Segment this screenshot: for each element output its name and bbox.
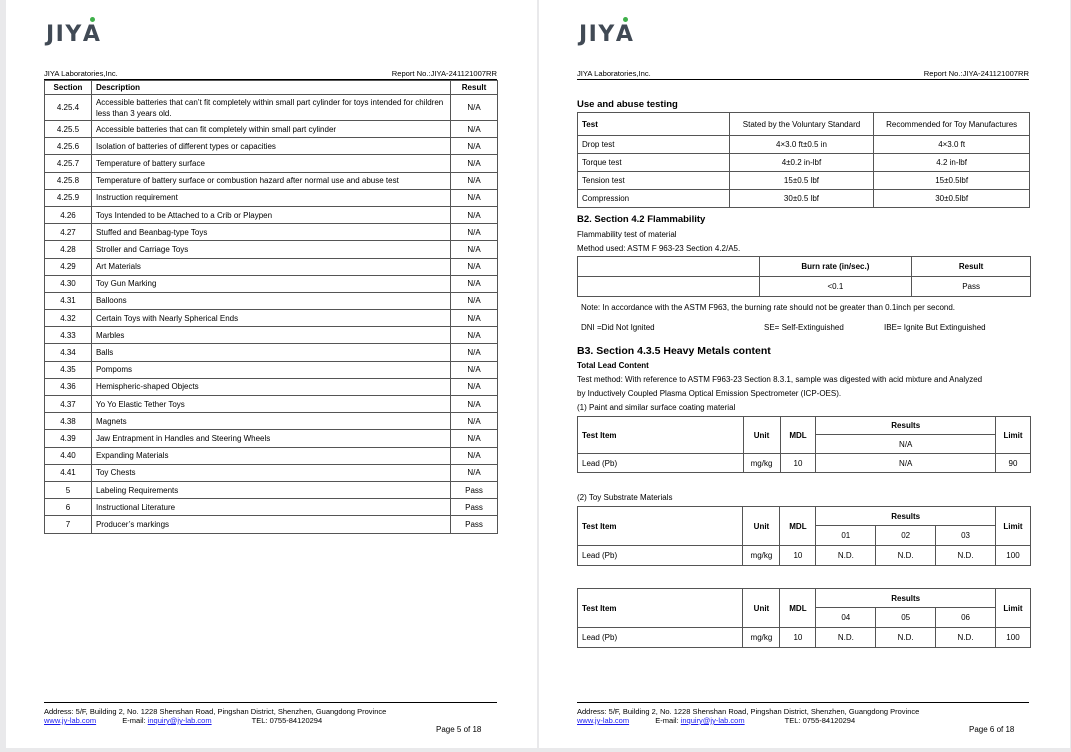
email-label: E-mail: <box>655 716 679 725</box>
description-cell: Balls <box>91 344 450 361</box>
metals-subtitle: Total Lead Content <box>577 361 649 370</box>
description-cell: Hemispheric-shaped Objects <box>91 378 450 395</box>
table-row <box>578 190 1030 208</box>
page-footer <box>577 702 1029 725</box>
description-cell: Magnets <box>91 413 450 430</box>
result-cell: N/A <box>451 275 498 292</box>
description-cell: Yo Yo Elastic Tether Toys <box>91 396 450 413</box>
limit-cell: 100 <box>995 546 1030 566</box>
description-cell: Stroller and Carriage Toys <box>91 241 450 258</box>
table-row <box>45 224 498 241</box>
description-cell: Marbles <box>91 327 450 344</box>
result-cell: N/A <box>451 310 498 327</box>
result-cell: Pass <box>451 516 498 533</box>
unit-cell: mg/kg <box>743 454 780 473</box>
section-cell: 4.34 <box>45 344 92 361</box>
legend-dni: DNI =Did Not Ignited <box>581 323 655 332</box>
section-cell: 4.28 <box>45 241 92 258</box>
substrate-section-label: (2) Toy Substrate Materials <box>577 493 673 502</box>
stated-cell: 4×3.0 ft±0.5 in <box>729 136 874 154</box>
result-cell: N.D. <box>816 546 876 566</box>
flammability-line1: Flammability test of material <box>577 230 677 239</box>
col-unit: Unit <box>743 589 780 628</box>
section-cell: 4.32 <box>45 310 92 327</box>
test-item-cell: Lead (Pb) <box>578 546 743 566</box>
section-cell: 4.25.9 <box>45 189 92 206</box>
section-cell: 4.39 <box>45 430 92 447</box>
description-cell: Stuffed and Beanbag-type Toys <box>91 224 450 241</box>
result-cell: N/A <box>451 327 498 344</box>
table-row <box>45 258 498 275</box>
description-cell: Jaw Entrapment in Handles and Steering Wheels <box>91 430 450 447</box>
description-cell: Temperature of battery surface <box>91 155 450 172</box>
result-cell: N/A <box>451 172 498 189</box>
recommended-cell: 4.2 in-lbf <box>874 154 1030 172</box>
flammability-title: B2. Section 4.2 Flammability <box>577 214 706 225</box>
section-cell: 4.25.6 <box>45 138 92 155</box>
col-results: Results <box>816 507 996 526</box>
footer-address: Address: 5/F, Building 2, No. 1228 Shenshan Road, Pingshan District, Shenzhen, Guangdong Province <box>44 707 387 716</box>
lead-paint-table <box>577 416 1031 473</box>
col-mdl: MDL <box>780 589 816 628</box>
result-cell: N.D. <box>876 546 936 566</box>
table-row <box>45 413 498 430</box>
report-number: Report No.:JIYA-241121007RR <box>391 69 497 78</box>
result-cell: N/A <box>816 454 996 473</box>
col-limit: Limit <box>995 507 1030 546</box>
table-row <box>45 172 498 189</box>
flammability-note: Note: In accordance with the ASTM F963, the burning rate should not be greater than 0.1inch per second. <box>581 303 956 312</box>
description-cell: Art Materials <box>91 258 450 275</box>
table-row <box>45 155 498 172</box>
company-name: JIYA Laboratories,Inc. <box>44 69 118 78</box>
sample-head: 03 <box>936 526 996 546</box>
description-cell: Toy Gun Marking <box>91 275 450 292</box>
metals-method-line2: by Inductively Coupled Plasma Optical Emission Spectrometer (ICP-OES). <box>577 389 842 398</box>
table-row <box>45 430 498 447</box>
result-cell: N/A <box>451 344 498 361</box>
description-cell: Accessible batteries that can’t fit completely within small part cylinder for toys intended for children less than 3 years old. <box>91 95 450 121</box>
page-number: Page 5 of 18 <box>436 725 482 734</box>
section-cell: 4.36 <box>45 378 92 395</box>
table-row <box>45 121 498 138</box>
description-cell: Expanding Materials <box>91 447 450 464</box>
section-cell: 4.40 <box>45 447 92 464</box>
jiya-logo: JIYA <box>46 22 101 47</box>
test-name-cell: Torque test <box>578 154 730 172</box>
table-row <box>45 138 498 155</box>
footer-address: Address: 5/F, Building 2, No. 1228 Shenshan Road, Pingshan District, Shenzhen, Guangdong Province <box>577 707 920 716</box>
col-unit: Unit <box>743 507 780 546</box>
mdl-cell: 10 <box>780 546 816 566</box>
report-page-6 <box>539 0 1070 748</box>
section-cell: 4.35 <box>45 361 92 378</box>
description-cell: Toy Chests <box>91 464 450 481</box>
flammability-table <box>577 256 1031 297</box>
table-row <box>45 275 498 292</box>
recommended-cell: 15±0.5lbf <box>874 172 1030 190</box>
footer-tel: TEL: 0755-84120294 <box>784 716 856 725</box>
table-row <box>45 499 498 516</box>
col-stated: Stated by the Voluntary Standard <box>729 113 874 136</box>
page-header <box>44 68 497 80</box>
col-unit: Unit <box>743 417 780 454</box>
unit-cell: mg/kg <box>743 628 780 648</box>
description-cell: Instructional Literature <box>91 499 450 516</box>
sample-head: 05 <box>876 608 936 628</box>
sample-head: 04 <box>816 608 876 628</box>
result-cell: N/A <box>451 361 498 378</box>
section-cell: 4.41 <box>45 464 92 481</box>
col-results: Results <box>816 589 996 608</box>
email-label: E-mail: <box>122 716 146 725</box>
result-cell: N/A <box>451 121 498 138</box>
result-cell: N/A <box>451 138 498 155</box>
col-result: Result <box>451 81 498 95</box>
table-row <box>45 189 498 206</box>
result-cell: N/A <box>451 413 498 430</box>
description-cell: Accessible batteries that can fit completely within small part cylinder <box>91 121 450 138</box>
table-row <box>45 206 498 223</box>
test-name-cell: Tension test <box>578 172 730 190</box>
col-limit: Limit <box>995 417 1030 454</box>
description-cell: Pompoms <box>91 361 450 378</box>
section-results-table <box>44 80 498 534</box>
burn-rate-value: <0.1 <box>759 277 912 297</box>
section-cell: 4.25.8 <box>45 172 92 189</box>
section-cell: 4.33 <box>45 327 92 344</box>
table-row <box>45 361 498 378</box>
logo-dot-icon <box>90 17 95 22</box>
result-cell: Pass <box>451 481 498 498</box>
result-cell: N/A <box>451 396 498 413</box>
col-results: Results <box>816 417 996 435</box>
result-cell: N/A <box>451 292 498 309</box>
table-row <box>45 95 498 121</box>
col-mdl: MDL <box>780 417 816 454</box>
result-cell: N/A <box>451 258 498 275</box>
email-link[interactable]: inquiry@jy-lab.com <box>680 716 745 725</box>
metals-title: B3. Section 4.3.5 Heavy Metals content <box>577 345 771 357</box>
mdl-cell: 10 <box>780 628 816 648</box>
section-cell: 7 <box>45 516 92 533</box>
col-section: Section <box>45 81 92 95</box>
section-cell: 4.37 <box>45 396 92 413</box>
result-cell: N/A <box>451 447 498 464</box>
page-footer <box>44 702 497 725</box>
result-cell: N.D. <box>936 628 996 648</box>
lead-substrate-table-2 <box>577 588 1031 648</box>
table-row <box>45 516 498 533</box>
report-page-5 <box>6 0 537 748</box>
section-cell: 4.29 <box>45 258 92 275</box>
sample-head: 02 <box>876 526 936 546</box>
result-cell: N/A <box>451 206 498 223</box>
paint-section-label: (1) Paint and similar surface coating material <box>577 403 736 412</box>
result-cell: N/A <box>451 95 498 121</box>
col-test: Test <box>578 113 730 136</box>
col-limit: Limit <box>995 589 1030 628</box>
result-cell: N.D. <box>876 628 936 648</box>
section-cell: 4.25.7 <box>45 155 92 172</box>
test-item-cell: Lead (Pb) <box>578 454 744 473</box>
section-cell: 4.26 <box>45 206 92 223</box>
table-row <box>45 396 498 413</box>
email-link[interactable]: inquiry@jy-lab.com <box>147 716 212 725</box>
col-mdl: MDL <box>780 507 816 546</box>
result-cell: N/A <box>451 241 498 258</box>
description-cell: Labeling Requirements <box>91 481 450 498</box>
page-header <box>577 68 1029 80</box>
result-cell: N/A <box>451 430 498 447</box>
description-cell: Temperature of battery surface or combustion hazard after normal use and abuse test <box>91 172 450 189</box>
metals-method-line1: Test method: With reference to ASTM F963-23 Section 8.3.1, sample was digested with acid mixture and Analyzed <box>577 375 983 384</box>
section-cell: 4.27 <box>45 224 92 241</box>
footer-tel: TEL: 0755-84120294 <box>251 716 323 725</box>
website-link[interactable]: www.jy-lab.com <box>577 716 630 725</box>
description-cell: Certain Toys with Nearly Spherical Ends <box>91 310 450 327</box>
table-row <box>45 447 498 464</box>
description-cell: Isolation of batteries of different types or capacities <box>91 138 450 155</box>
sample-head: 01 <box>816 526 876 546</box>
table-row <box>578 136 1030 154</box>
result-cell: N/A <box>451 378 498 395</box>
recommended-cell: 4×3.0 ft <box>874 136 1030 154</box>
result-cell: N.D. <box>816 628 876 648</box>
col-recommended: Recommended for Toy Manufactures <box>874 113 1030 136</box>
page-number: Page 6 of 18 <box>969 725 1015 734</box>
result-cell: Pass <box>451 499 498 516</box>
stated-cell: 15±0.5 lbf <box>729 172 874 190</box>
section-cell: 4.38 <box>45 413 92 430</box>
limit-cell: 90 <box>995 454 1030 473</box>
section-cell: 6 <box>45 499 92 516</box>
result-cell: N/A <box>451 464 498 481</box>
logo-dot-icon <box>623 17 628 22</box>
legend-se: SE= Self-Extinguished <box>764 323 844 332</box>
section-cell: 4.25.5 <box>45 121 92 138</box>
jiya-logo: JIYA <box>579 22 634 47</box>
description-cell: Balloons <box>91 292 450 309</box>
sample-head: 06 <box>936 608 996 628</box>
table-row <box>45 481 498 498</box>
table-row <box>45 464 498 481</box>
test-name-cell: Drop test <box>578 136 730 154</box>
stated-cell: 4±0.2 in-lbf <box>729 154 874 172</box>
col-test-item: Test Item <box>578 507 743 546</box>
flammability-method: Method used: ASTM F 963-23 Section 4.2/A5. <box>577 244 741 253</box>
col-description: Description <box>91 81 450 95</box>
table-row <box>45 241 498 258</box>
lead-substrate-table-1 <box>577 506 1031 566</box>
section-cell: 4.25.4 <box>45 95 92 121</box>
unit-cell: mg/kg <box>743 546 780 566</box>
test-item-cell: Lead (Pb) <box>578 628 743 648</box>
abuse-title: Use and abuse testing <box>577 99 678 110</box>
test-name-cell: Compression <box>578 190 730 208</box>
description-cell: Producer’s markings <box>91 516 450 533</box>
result-cell: N/A <box>451 189 498 206</box>
description-cell: Instruction requirement <box>91 189 450 206</box>
company-name: JIYA Laboratories,Inc. <box>577 69 651 78</box>
table-row <box>578 172 1030 190</box>
section-cell: 4.31 <box>45 292 92 309</box>
flam-result-value: Pass <box>912 277 1031 297</box>
section-cell: 4.30 <box>45 275 92 292</box>
col-flam-result: Result <box>912 257 1031 277</box>
col-test-item: Test Item <box>578 589 743 628</box>
table-row <box>45 310 498 327</box>
report-number: Report No.:JIYA-241121007RR <box>923 69 1029 78</box>
result-cell: N/A <box>451 155 498 172</box>
table-row <box>45 292 498 309</box>
table-row <box>578 154 1030 172</box>
table-row <box>45 344 498 361</box>
limit-cell: 100 <box>995 628 1030 648</box>
col-burn-rate: Burn rate (in/sec.) <box>759 257 912 277</box>
section-cell: 5 <box>45 481 92 498</box>
website-link[interactable]: www.jy-lab.com <box>44 716 97 725</box>
table-row <box>45 327 498 344</box>
results-subhead: N/A <box>816 435 996 454</box>
result-cell: N.D. <box>936 546 996 566</box>
table-row <box>45 378 498 395</box>
col-test-item: Test Item <box>578 417 744 454</box>
legend-ibe: IBE= Ignite But Extinguished <box>884 323 986 332</box>
recommended-cell: 30±0.5lbf <box>874 190 1030 208</box>
abuse-table <box>577 112 1030 208</box>
description-cell: Toys Intended to be Attached to a Crib or Playpen <box>91 206 450 223</box>
mdl-cell: 10 <box>780 454 816 473</box>
result-cell: N/A <box>451 224 498 241</box>
stated-cell: 30±0.5 lbf <box>729 190 874 208</box>
